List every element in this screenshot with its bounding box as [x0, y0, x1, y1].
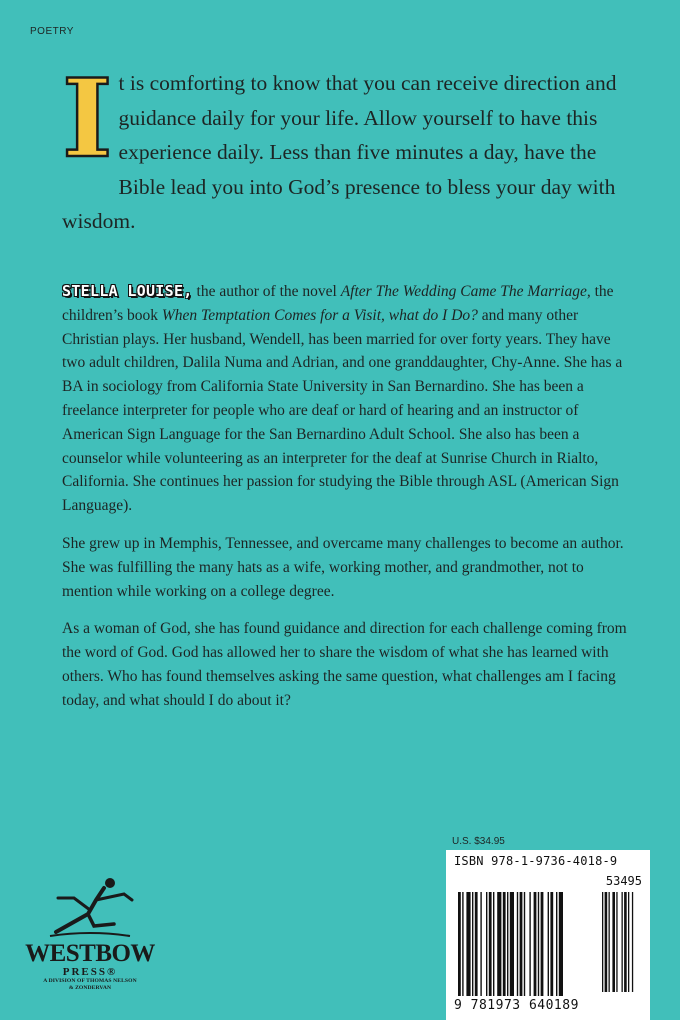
publisher-division-line-2: & ZONDERVAN — [68, 985, 112, 991]
barcode-bar — [550, 892, 553, 996]
addon-barcode-bar — [622, 892, 623, 992]
author-name: STELLA LOUISE, — [62, 282, 193, 300]
childrens-book-title: When Temptation Comes for a Visit, what do I Do? — [161, 306, 478, 324]
bio-text-a: the author of the novel — [192, 283, 341, 300]
genre-label: POETRY — [30, 26, 74, 37]
addon-barcode-bar — [632, 892, 633, 992]
drop-cap: I — [62, 56, 113, 182]
barcode-bar — [493, 892, 494, 996]
publisher-division-line-1: A DIVISION OF THOMAS NELSON — [43, 978, 137, 984]
bio-paragraph-1 — [62, 280, 628, 518]
addon-barcode-bar — [612, 892, 615, 992]
barcode-bar — [475, 892, 478, 996]
barcode-bar — [517, 892, 518, 996]
publisher-name: WESTBOW — [25, 940, 155, 967]
barcode-bar — [507, 892, 508, 996]
barcode-bar — [503, 892, 506, 996]
barcode-bar — [480, 892, 481, 996]
barcode-bar — [458, 892, 461, 996]
barcode-panel — [446, 850, 650, 1020]
barcode-bar — [538, 892, 539, 996]
addon-barcode-bar — [616, 892, 617, 992]
barcode-bar — [489, 892, 492, 996]
barcode-bar — [472, 892, 473, 996]
barcode-bar — [462, 892, 463, 996]
barcode-bar — [556, 892, 557, 996]
addon-barcode-bar — [628, 892, 629, 992]
bio-paragraph-3: As a woman of God, she has found guidance and direction for each challenge coming from the word of God. God has allowed her to share the wisdom of what she has learned with others. Who has found themselves asking the same question, what challenges am I facing today, and what should I do about it? — [62, 620, 627, 709]
barcode-digits: 9 781973 640189 — [454, 998, 579, 1013]
leaping-figure-icon — [44, 874, 136, 940]
intro-text: t is comforting to know that you can receive direction and guidance daily for your life. Allow yourself to have this experience daily. Less than five minutes a day, have the Bible lead you into God’s presence to bless your day with wisdom. — [62, 71, 617, 233]
bio-text-c: and many other Christian plays. Her husband, Wendell, has been married for over forty years. They have two adult children, Dalila Numa and Adrian, and one granddaughter, Chy-Anne. She has a BA in sociology from California State University in San Bernardino. She has been a freelance interpreter for people who are deaf or hard of hearing and an instructor of American Sign Language for the San Bernardino Adult School. She also has been a counselor while volunteering as an interpreter for the deaf at Sunrise Church in Rialto, California. She continues her passion for studying the Bible through ASL (American Sign Language). — [62, 306, 623, 515]
price-label: U.S. $34.95 — [452, 836, 505, 847]
addon-barcode-bar — [605, 892, 608, 992]
barcode-bar — [548, 892, 549, 996]
barcode-bar — [510, 892, 514, 996]
barcode-bar — [559, 892, 563, 996]
author-bio — [62, 280, 628, 727]
barcode-bar — [534, 892, 537, 996]
addon-barcode-bar — [624, 892, 627, 992]
barcode-bar — [497, 892, 501, 996]
barcode-bar — [520, 892, 523, 996]
barcode-bar — [541, 892, 544, 996]
barcode-bar — [524, 892, 525, 996]
novel-title: After The Wedding Came The Marriage, — [340, 283, 591, 300]
barcode-bar — [466, 892, 470, 996]
isbn-text: ISBN 978-1-9736-4018-9 — [454, 854, 618, 868]
bio-text-b: the children’s book — [62, 283, 614, 324]
bio-paragraph-2: She grew up in Memphis, Tennessee, and overcame many challenges to become an author. She was fulfilling the many hats as a wife, working mother, and grandmother, not to mention while working on a college degree. — [62, 534, 624, 600]
publisher-sub: PRESS® — [62, 966, 118, 978]
publisher-logo-block — [24, 874, 156, 992]
intro-blurb — [62, 56, 627, 239]
addon-barcode-bar — [602, 892, 603, 992]
barcode-bar — [529, 892, 530, 996]
addon-barcode-bar — [609, 892, 610, 992]
barcode-bar — [486, 892, 487, 996]
price-code: 53495 — [605, 874, 642, 888]
